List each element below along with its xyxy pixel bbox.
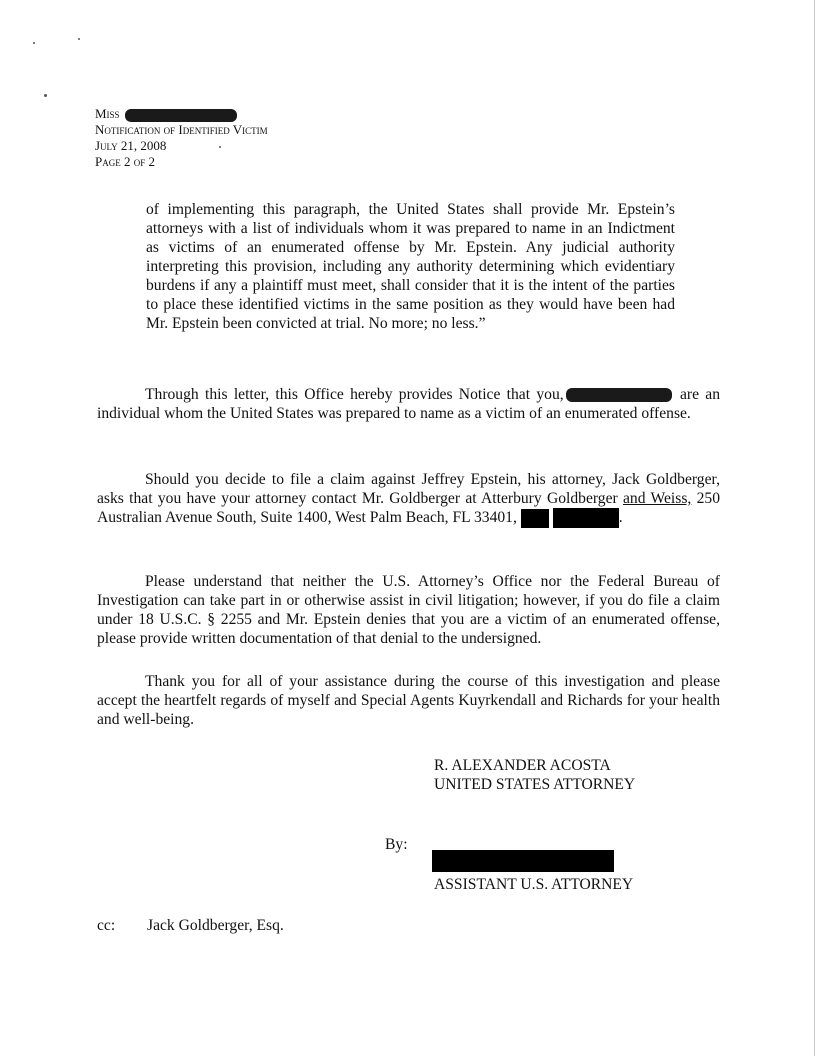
firm-name-underlined: and Weiss, — [623, 490, 692, 507]
recipient-line — [95, 106, 268, 122]
by-label: By: — [385, 836, 408, 853]
page-number: Page 2 of 2 — [95, 154, 155, 169]
notice-paragraph — [97, 385, 720, 423]
cc-label: cc: — [97, 917, 116, 934]
notice-text-before: Through this letter, this Office hereby provides Notice that you, — [145, 386, 564, 403]
scan-edge-line — [814, 0, 815, 1056]
letter-header — [95, 106, 268, 170]
assistant-attorney-title: ASSISTANT U.S. ATTORNEY — [434, 876, 634, 893]
letter-date: July 21, 2008 — [95, 138, 167, 153]
claim-address: 250 Australian Avenue South, Suite 1400, West Palm Beach, FL 33401, — [97, 490, 720, 526]
redacted-victim-name — [566, 388, 672, 402]
litigation-paragraph: Please understand that neither the U.S. Attorney’s Office nor the Federal Bureau of Investigation can take part in or otherwise assist in civil litigation; however, if you do file a claim under 18 U.S.C. § 2255 and Mr. Epstein denies that you are a victim of an enumerated offense, please provide written documentation of that denial to the undersigned. — [97, 573, 720, 647]
thanks-paragraph: Thank you for all of your assistance during the course of this investigation and please accept the heartfelt regards of myself and Special Agents Kuyrkendall and Richards for your health and well-being. — [97, 673, 720, 728]
scan-speck — [33, 42, 35, 44]
signatory-title: UNITED STATES ATTORNEY — [434, 776, 636, 793]
redacted-recipient-name — [125, 109, 237, 122]
scan-speck — [44, 94, 47, 97]
letter-subject: Notification of Identified Victim — [95, 122, 268, 137]
redacted-phone-part2 — [553, 508, 619, 528]
claim-paragraph — [97, 470, 720, 528]
cc-recipient: Jack Goldberger, Esq. — [147, 917, 284, 934]
claim-text: Should you decide to file a claim against Jeffrey Epstein, his attorney, Jack Goldberger, asks that you have your attorney contact Mr. Goldberger at Atterbury Goldberger — [97, 471, 720, 507]
redacted-phone-part1 — [521, 509, 549, 528]
cc-line — [97, 917, 284, 935]
notice-text-after: are an individual whom the United States was prepared to name as a victim of an enumerated offense. — [97, 386, 721, 422]
recipient-prefix: Miss — [95, 106, 120, 121]
signatory-name: R. ALEXANDER ACOSTA — [434, 757, 611, 774]
quoted-paragraph: of implementing this paragraph, the United States shall provide Mr. Epstein’s attorneys with a list of individuals whom it was prepared to name in an Indictment as victims of an enumerated offense by Mr. Epstein. Any judicial authority interpreting this provision, including any authority determining which evidentiary burdens if any a plaintiff must meet, shall consider that it is the intent of the parties to place these identified victims in the same position as they would have been had Mr. Epstein been convicted at trial. No more; no less.” — [146, 201, 675, 332]
redacted-signature — [432, 850, 614, 872]
scan-speck — [78, 38, 80, 40]
claim-end-punct: . — [618, 509, 623, 526]
